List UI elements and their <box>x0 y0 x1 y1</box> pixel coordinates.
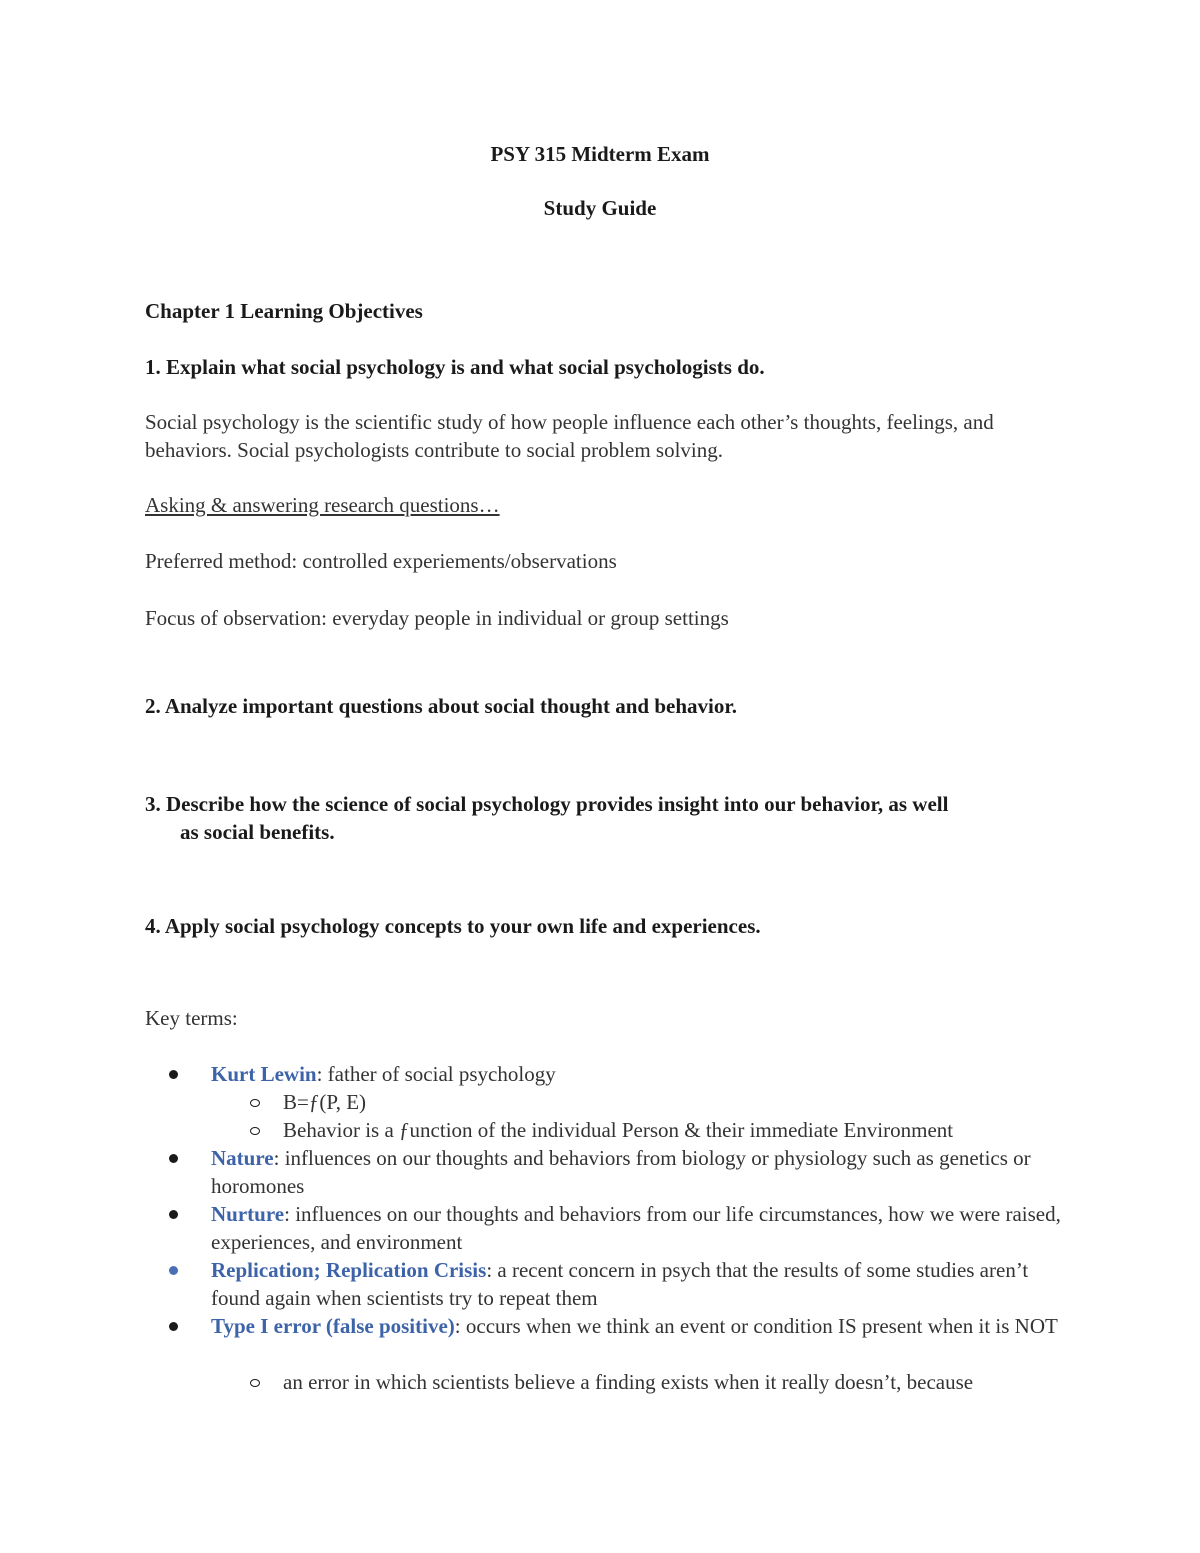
key-terms-label: Key terms: <box>145 1006 238 1030</box>
bullet-icon <box>169 1154 178 1163</box>
research-questions-heading: Asking & answering research questions… <box>145 493 500 517</box>
sub-item: B=ƒ(P, E) <box>283 1090 367 1114</box>
sub-bullet-icon <box>250 1379 260 1387</box>
objective-3-line-1: 3. Describe how the science of social psychology provides insight into our behavior, as well <box>145 792 949 816</box>
key-term-name: Kurt Lewin <box>211 1062 317 1086</box>
document-subtitle: Study Guide <box>543 196 657 220</box>
key-term-name: Nature <box>211 1146 274 1170</box>
focus-of-observation: Focus of observation: everyday people in individual or group settings <box>145 606 729 630</box>
key-term-definition: : influences on our thoughts and behaviors from biology or physiology such as genetics or horomones <box>211 1146 1031 1198</box>
document-title: PSY 315 Midterm Exam <box>490 142 710 166</box>
preferred-method: Preferred method: controlled experiements/observations <box>145 549 617 573</box>
key-term-item <box>211 1256 1071 1312</box>
chapter-heading: Chapter 1 Learning Objectives <box>145 299 423 323</box>
sub-item: Behavior is a ƒunction of the individual Person & their immediate Environment <box>283 1118 954 1142</box>
key-term-definition: : influences on our thoughts and behaviors from our life circumstances, how we were raised, experiences, and environment <box>211 1202 1061 1254</box>
bullet-icon <box>169 1210 178 1219</box>
key-term-definition: : a recent concern in psych that the results of some studies aren’t found again when scientists try to repeat them <box>211 1258 1029 1310</box>
objective-2: 2. Analyze important questions about social thought and behavior. <box>145 694 737 718</box>
objective-1: 1. Explain what social psychology is and what social psychologists do. <box>145 355 765 379</box>
key-term-item <box>211 1060 1071 1088</box>
key-term-name: Nurture <box>211 1202 285 1226</box>
key-term-definition: : father of social psychology <box>316 1062 556 1086</box>
objective-3-line-2: as social benefits. <box>180 820 335 844</box>
sub-bullet-icon <box>250 1127 260 1135</box>
bullet-icon <box>169 1266 178 1275</box>
objective-1-paragraph: Social psychology is the scientific study of how people influence each other’s thoughts, feelings, and behaviors. Social psychologists contribute to social problem solving. <box>145 410 994 462</box>
sub-bullet-icon <box>250 1099 260 1107</box>
key-term-item <box>211 1312 1071 1340</box>
key-term-item <box>211 1144 1071 1200</box>
bullet-icon <box>169 1070 178 1079</box>
bullet-icon <box>169 1322 178 1331</box>
key-term-definition: : occurs when we think an event or condition IS present when it is NOT <box>454 1314 1058 1338</box>
key-term-name: Replication; Replication Crisis <box>211 1258 487 1282</box>
sub-item: an error in which scientists believe a finding exists when it really doesn’t, because <box>283 1370 974 1394</box>
key-term-item <box>211 1200 1071 1256</box>
key-term-name: Type I error (false positive) <box>211 1314 455 1338</box>
objective-4: 4. Apply social psychology concepts to your own life and experiences. <box>145 914 761 938</box>
